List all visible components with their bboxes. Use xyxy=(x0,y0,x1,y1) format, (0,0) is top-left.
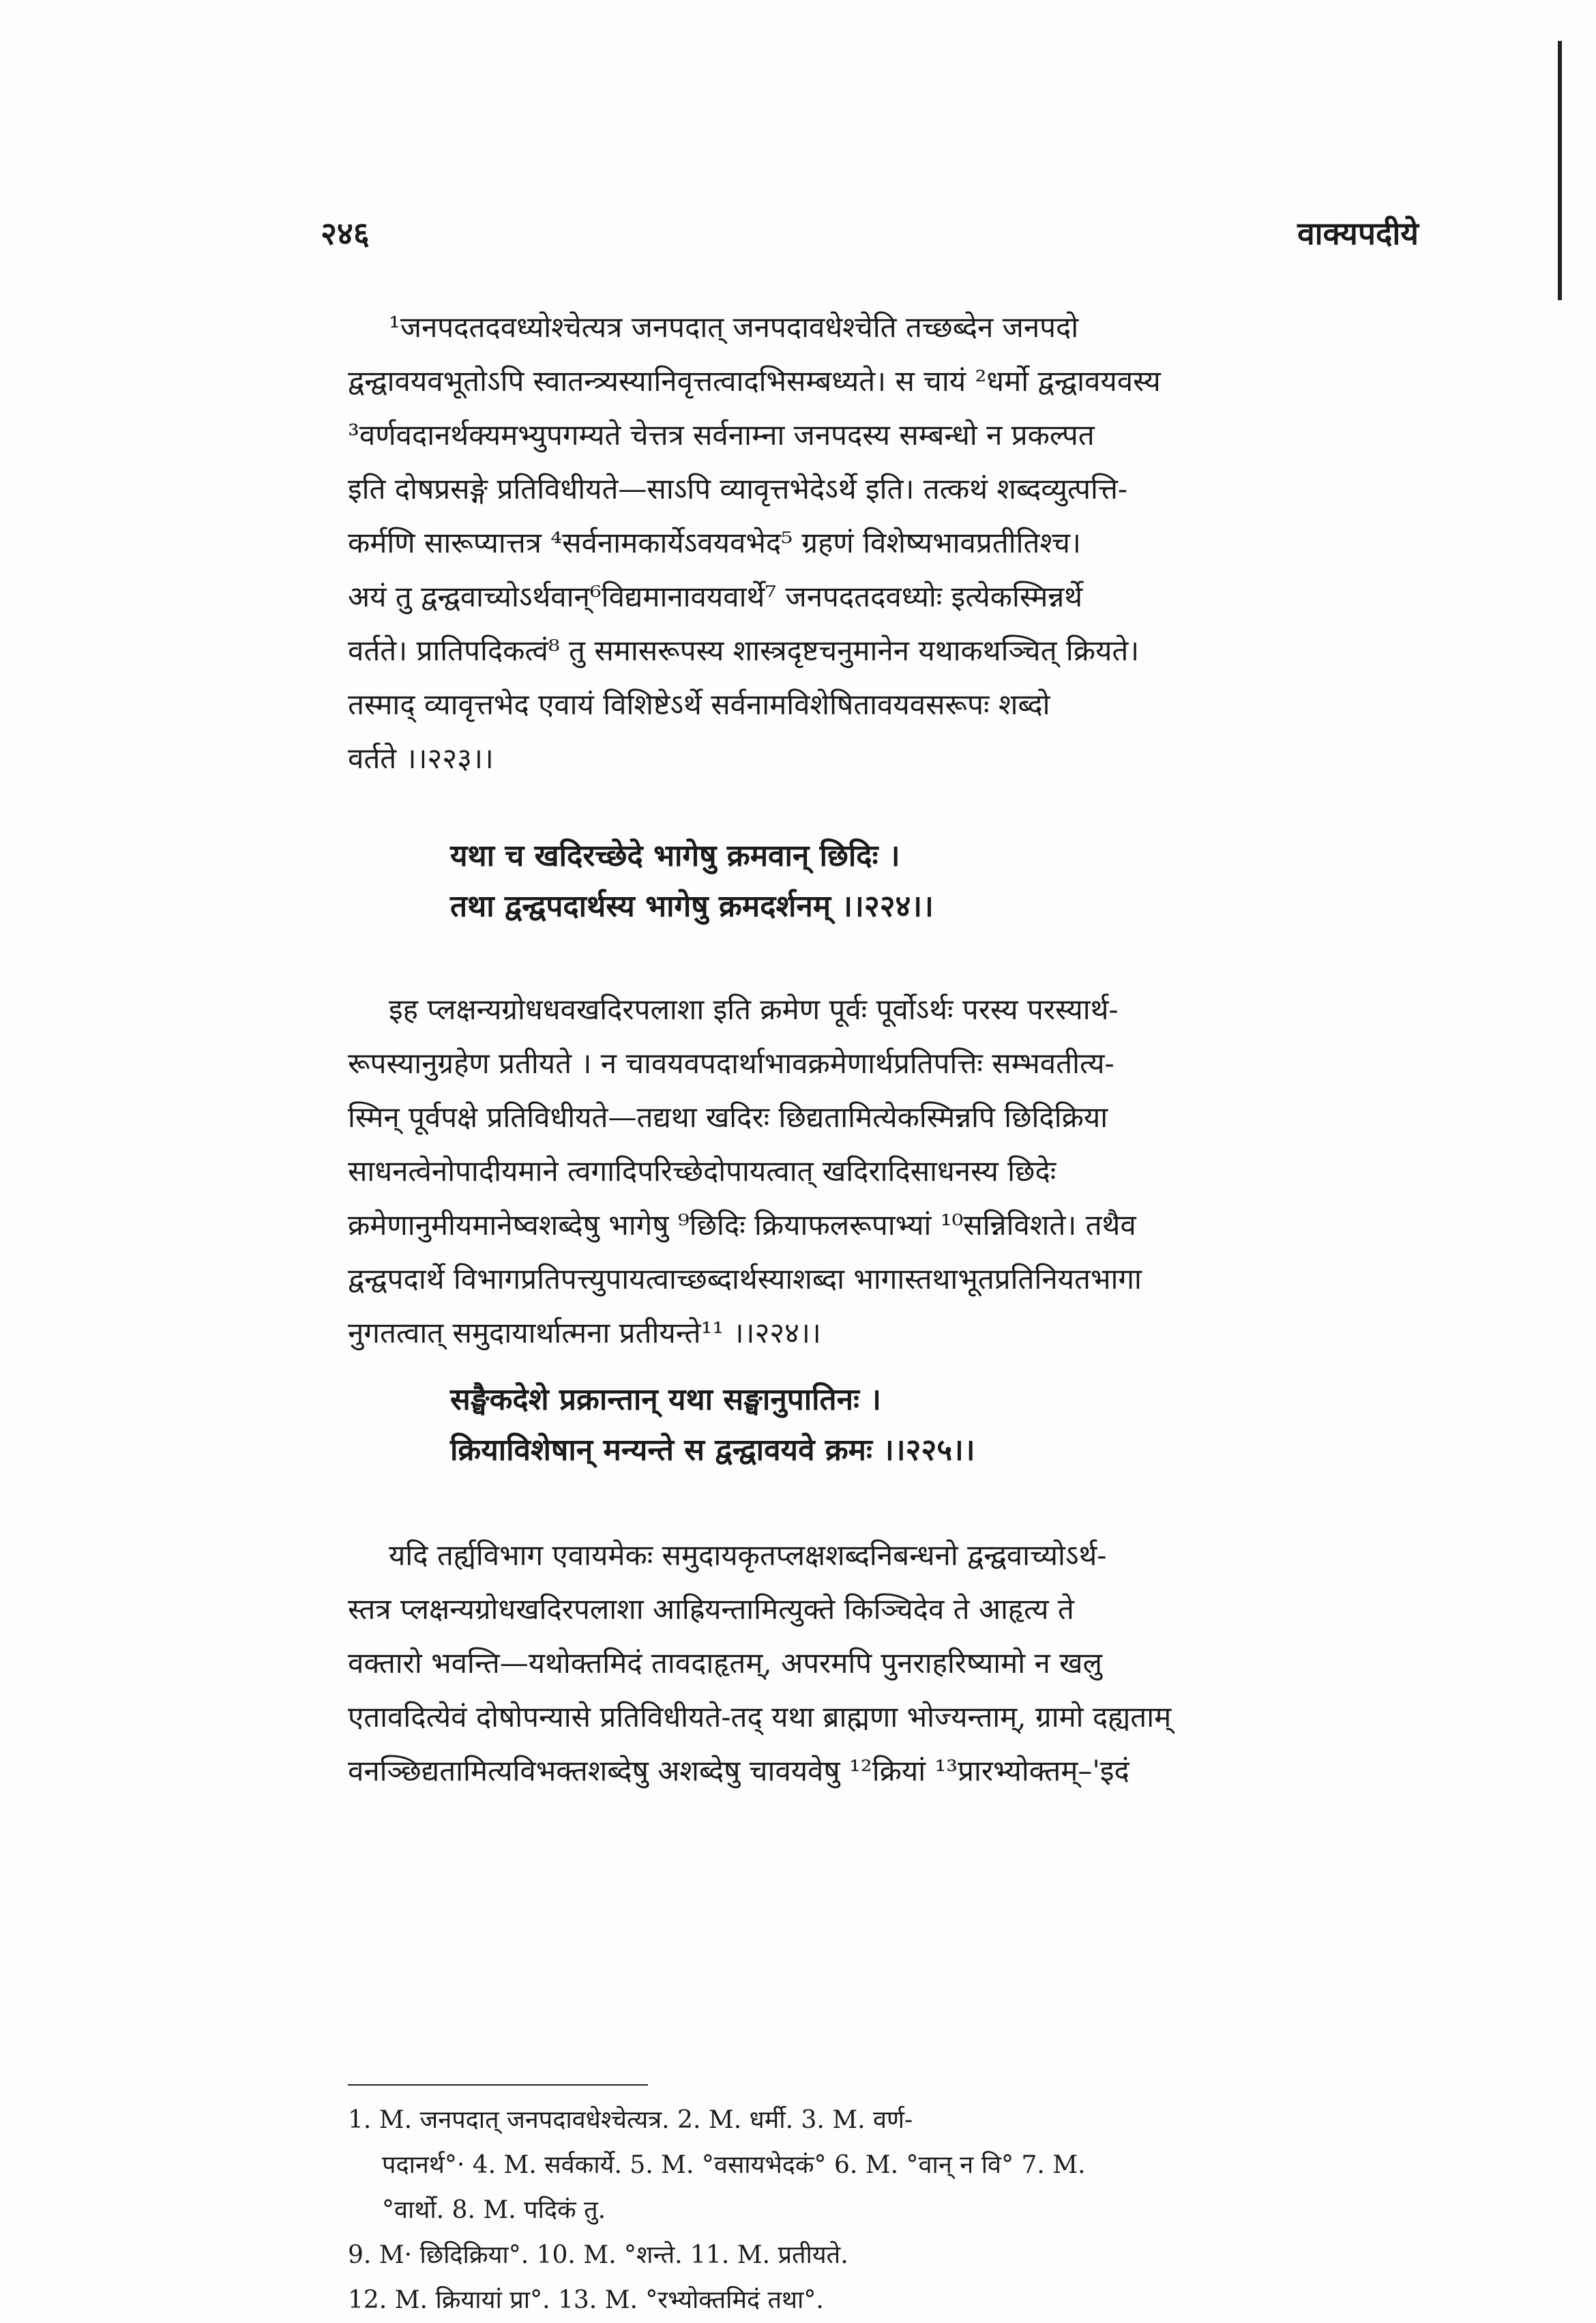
text-line: कर्मणि सारूप्यात्तत्र ⁴सर्वनामकार्येऽवयवभेद⁵ ग्रहणं विशेष्यभावप्रतीतिश्च। xyxy=(348,526,1081,559)
text-line: क्रमेणानुमीयमानेष्वशब्देषु भागेषु ⁹छिदिः क्रियाफलरूपाभ्यां ¹⁰सन्निविशते। तथैव xyxy=(348,1208,1136,1242)
page-number: २४६ xyxy=(321,215,370,252)
text-line: वर्तते। प्रातिपदिकत्वं⁸ तु समासरूपस्य शास्त्रदृष्टचनुमानेन यथाकथञ्चित् क्रियते। xyxy=(348,634,1140,667)
text-line: ¹जनपदतदवध्योश्चेत्यत्र जनपदात् जनपदावधेश्चेति तच्छब्देन जनपदो xyxy=(389,310,1079,344)
text-line: रूपस्यानुग्रहेण प्रतीयते । न चावयवपदार्थाभावक्रमेणार्थप्रतिपत्तिः सम्भवतीत्य- xyxy=(348,1047,1114,1080)
verse-225 xyxy=(450,1375,1432,1476)
running-title: वाक्यपदीये xyxy=(1297,215,1419,252)
text-line: वक्तारो भवन्ति—यथोक्तमिदं तावदाहृतम्, अपरमपि पुनराहरिष्यामो न खलु xyxy=(348,1646,1102,1680)
footnote-line: °वार्थो. 8. M. पदिकं तु. xyxy=(382,2196,606,2224)
text-line: तस्माद् व्यावृत्तभेद एवायं विशिष्टेऽर्थे सर्वनामविशेषितावयवसरूपः शब्दो xyxy=(348,688,1050,721)
text-line: स्तत्र प्लक्षन्यग्रोधखदिरपलाशा आह्रियन्तामित्युक्ते किञ्चिदेव ते आहृत्य ते xyxy=(348,1592,1074,1626)
text-line: साधनत्वेनोपादीयमाने त्वगादिपरिच्छेदोपायत्वात् खदिरादिसाधनस्य छिदेः xyxy=(348,1154,1056,1188)
commentary-225 xyxy=(348,1528,1422,1798)
verse-line: सङ्घैकदेशे प्रक्रान्तान् यथा सङ्घानुपातिनः । xyxy=(450,1382,881,1417)
page-header xyxy=(0,211,1596,266)
text-line: द्वन्द्वपदार्थे विभागप्रतिपत्त्युपायत्वाच्छब्दार्थस्याशब्दा भागास्तथाभूतप्रतिनियतभागा xyxy=(348,1262,1142,1296)
footnote-line: 1. M. जनपदात् जनपदावधेश्चेत्यत्र. 2. M. धर्मी. 3. M. वर्ण- xyxy=(348,2106,913,2134)
text-line: इह प्लक्षन्यग्रोधधवखदिरपलाशा इति क्रमेण पूर्वः पूर्वोऽर्थः परस्य परस्यार्थ- xyxy=(389,993,1119,1026)
commentary-224 xyxy=(348,982,1422,1360)
verse-line: क्रियाविशेषान् मन्यन्ते स द्वन्द्वावयवे क्रमः ।।२२५।। xyxy=(450,1433,975,1467)
commentary-223 xyxy=(348,300,1422,785)
text-line: स्मिन् पूर्वपक्षे प्रतिविधीयते—तद्यथा खदिरः छिद्यतामित्येकस्मिन्नपि छिदिक्रिया xyxy=(348,1100,1108,1134)
verse-line: यथा च खदिरच्छेदे भागेषु क्रमवान् छिदिः । xyxy=(450,838,900,873)
text-line: वनञ्छिद्यतामित्यविभक्तशब्देषु अशब्देषु चावयवेषु ¹²क्रियां ¹³प्रारभ्योक्तम्–'इदं xyxy=(348,1754,1129,1787)
footnote-rule xyxy=(348,2084,648,2086)
text-line: इति दोषप्रसङ्गे प्रतिविधीयते—साऽपि व्यावृत्तभेदेऽर्थे इति। तत्कथं शब्दव्युत्पत्ति- xyxy=(348,472,1128,506)
text-line: वर्तते ।।२२३।। xyxy=(348,742,494,775)
text-line: नुगतत्वात् समुदायार्थात्मना प्रतीयन्ते¹¹ ।।२२४।। xyxy=(348,1316,821,1349)
footnote-line: 12. M. क्रियायां प्रा°. 13. M. °रभ्योक्तमिदं तथा°. xyxy=(348,2286,824,2314)
footnote-line: 9. M· छिदिक्रिया°. 10. M. °शन्ते. 11. M. प्रतीयते. xyxy=(348,2241,848,2269)
verse-line: तथा द्वन्द्वपदार्थस्य भागेषु क्रमदर्शनम् ।।२२४।। xyxy=(450,889,934,924)
footnotes xyxy=(348,2098,1422,2323)
text-line: यदि तर्ह्यविभाग एवायमेकः समुदायकृतप्लक्षशब्दनिबन्धनो द्वन्द्ववाच्योऽर्थ- xyxy=(389,1538,1107,1572)
text-line: द्वन्द्वावयवभूतोऽपि स्वातन्त्र्यस्यानिवृत्तत्वादभिसम्बध्यते। स चायं ²धर्मो द्वन्द्वावयवस्य xyxy=(348,364,1161,398)
text-line: ³वर्णवदानर्थक्यमभ्युपगम्यते चेत्तत्र सर्वनाम्ना जनपदस्य सम्बन्धो न प्रकल्पत xyxy=(348,418,1095,452)
text-line: एतावदित्येवं दोषोपन्यासे प्रतिविधीयते-तद् यथा ब्राह्मणा भोज्यन्ताम्, ग्रामो दह्यताम् xyxy=(348,1700,1172,1734)
verse-224 xyxy=(450,831,1432,932)
footnote-line: पदानर्थ°· 4. M. सर्वकार्ये. 5. M. °वसायभेदकं° 6. M. °वान् न वि° 7. M. xyxy=(382,2151,1086,2179)
text-line: अयं तु द्वन्द्ववाच्योऽर्थवान्⁶विद्यमानावयवार्थे⁷ जनपदतदवध्योः इत्येकस्मिन्नर्थे xyxy=(348,580,1083,613)
